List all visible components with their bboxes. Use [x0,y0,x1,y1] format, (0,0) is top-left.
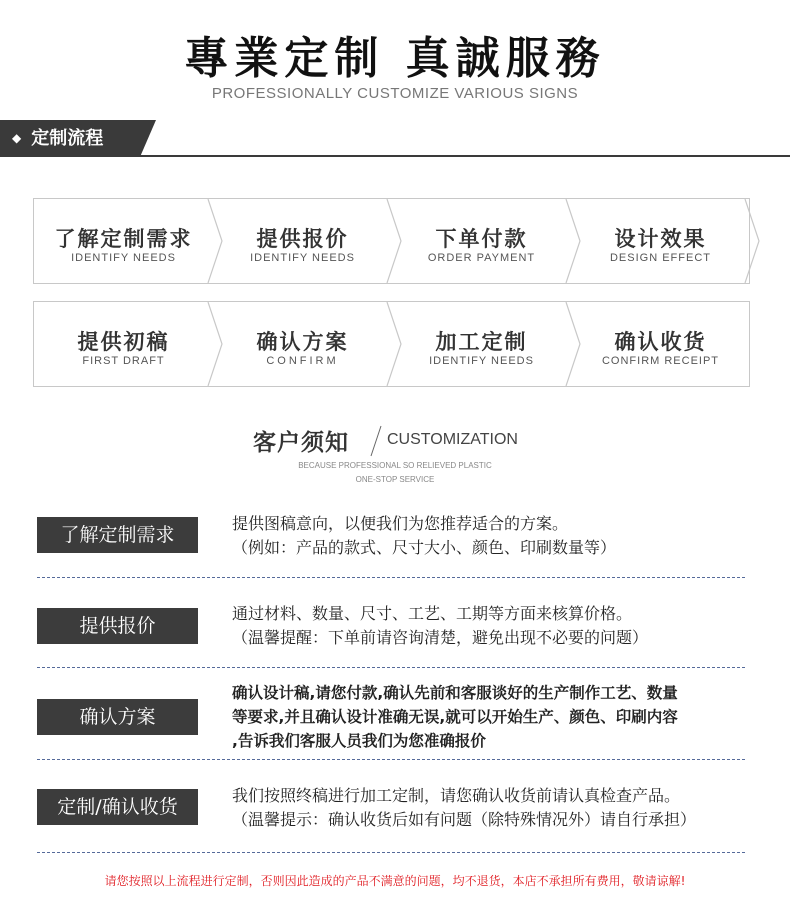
process-step-title: 设计效果 [614,227,707,251]
process-step-title: 了解定制需求 [54,227,193,251]
process-step-subtitle: IDENTIFY NEEDS [250,252,355,264]
notice-item-text [232,512,762,560]
process-row-1 [33,198,750,284]
notice-item-line: 提供图稿意向，以便我们为您推荐适合的方案。 [232,514,569,533]
process-step-subtitle: ORDER PAYMENT [427,252,536,264]
notice-item-text [232,681,762,753]
notice-item-line: 确认设计稿,请您付款,确认先前和客服谈好的生产制作工艺、数量 [232,684,678,702]
notice-item-line: 通过材料、数量、尺寸、工艺、工期等方面来核算价格。 [232,604,633,623]
process-step-title: 提供报价 [256,227,349,251]
section-tab-slant [140,120,156,157]
process-step [571,302,750,386]
notice-subtitle: BECAUSE PROFESSIONAL SO RELIEVED PLASTIC [298,461,492,470]
section-tab [0,120,140,157]
notice-item-label: 定制/确认收货 [37,789,198,825]
notice-item-line: 我们按照终稿进行加工定制，请您确认收货前请认真检查产品。 [232,786,681,805]
diamond-icon: ◆ [12,131,22,145]
process-step [571,199,750,283]
notice-item-line: ,告诉我们客服人员我们为您准确报价 [232,732,486,750]
process-step-subtitle: CONFIRM RECEIPT [601,355,720,367]
process-step [213,302,392,386]
notice-item-text [232,602,762,650]
dashed-divider [37,577,745,578]
notice-item-label: 了解定制需求 [37,517,198,553]
process-step-subtitle: DESIGN EFFECT [609,252,711,264]
process-step [392,302,571,386]
notice-subtitle: ONE-STOP SERVICE [355,475,435,484]
notice-item-line: （温馨提醒：下单前请咨询清楚，避免出现不必要的问题） [232,628,649,647]
section-title: 定制流程 [31,128,104,149]
process-step [213,199,392,283]
process-step-subtitle: IDENTIFY NEEDS [429,355,534,367]
slash-divider [365,424,385,458]
footer-warning: 请您按照以上流程进行定制，否则因此造成的产品不满意的问题，均不退货，本店不承担所有费用，敬请谅解! [104,874,686,888]
page-subtitle: PROFESSIONALLY CUSTOMIZE VARIOUS SIGNS [211,85,579,102]
process-row-2 [33,301,750,387]
page-title: 專業定制 真誠服務 [184,33,606,84]
notice-title: 客户须知 [253,430,349,456]
notice-item-line: （例如：产品的款式、尺寸大小、颜色、印刷数量等） [232,538,617,557]
dashed-divider [37,759,745,760]
chevron-right-icon [743,199,763,283]
process-step-subtitle: IDENTIFY NEEDS [71,252,176,264]
process-step-subtitle: CONFIRM [266,355,339,367]
notice-item-line: （温馨提示：确认收货后如有问题（除特殊情况外）请自行承担） [232,810,697,829]
process-step-title: 下单付款 [435,227,528,251]
process-step-subtitle: FIRST DRAFT [82,355,165,367]
dashed-divider [37,852,745,853]
process-step [34,302,213,386]
process-step-title: 提供初稿 [77,330,170,354]
process-step [392,199,571,283]
notice-title-en: CUSTOMIZATION [387,431,518,448]
process-step-title: 确认收货 [614,330,707,354]
section-header [0,120,790,157]
process-step-title: 确认方案 [256,330,349,354]
notice-item-label: 提供报价 [37,608,198,644]
process-step-title: 加工定制 [435,330,528,354]
notice-item-label: 确认方案 [37,699,198,735]
notice-item-line: 等要求,并且确认设计准确无误,就可以开始生产、颜色、印刷内容 [232,708,678,726]
dashed-divider [37,667,745,668]
process-step [34,199,213,283]
notice-item-text [232,784,762,832]
